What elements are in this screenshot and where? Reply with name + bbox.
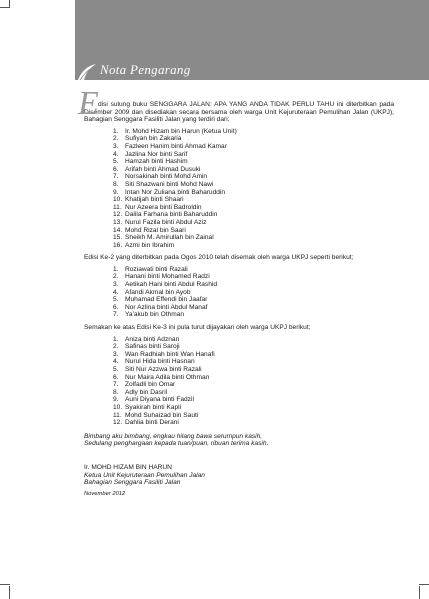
- list-item-name: Dalila Farhana binti Baharuddin: [125, 211, 218, 219]
- verse-line-2: Sedulang penghargaan kepada tuan/puan, ribuan terima kasih.: [84, 440, 269, 448]
- list-item: [84, 219, 394, 227]
- crop-mark-bl-h: [0, 584, 10, 585]
- list-item: [84, 173, 394, 181]
- list-edition-3: [84, 336, 394, 427]
- list-item-number: 10.: [113, 196, 123, 204]
- list-item-name: Adly bin Dasril: [125, 388, 168, 396]
- list-item-number: 2.: [113, 273, 119, 281]
- list-item-number: 5.: [113, 158, 119, 166]
- list-item: [84, 404, 394, 412]
- list-item: [84, 419, 394, 427]
- list-item: [84, 281, 394, 289]
- list-item-number: 6.: [113, 373, 119, 381]
- list-item-number: 1.: [113, 335, 119, 343]
- list-item: [84, 227, 394, 235]
- list-item-number: 7.: [113, 173, 119, 181]
- list-item-number: 12.: [113, 419, 123, 427]
- list-item-number: 6.: [113, 165, 119, 173]
- list-item-name: Hamzah binti Hashim: [125, 158, 188, 166]
- list-item: [84, 381, 394, 389]
- main-content: [78, 85, 394, 498]
- list-item: [84, 273, 394, 281]
- edition-3-paragraph: Semakan ke atas Edisi Ke-3 ini pula turut dijayakan oleh warga UKPJ berikut;: [84, 324, 311, 332]
- edition-2-paragraph: Edisi Ke-2 yang diterbitkan pada Ogos 2010 telah disemak oleh warga UKPJ seperti berikut;: [84, 254, 354, 262]
- list-item-number: 9.: [113, 396, 119, 404]
- list-item: [84, 389, 394, 397]
- list-item-name: Syakirah binti Kapli: [125, 403, 182, 411]
- list-edition-1: [84, 128, 394, 250]
- crop-mark-bl-v: [9, 586, 10, 599]
- list-item-name: Siti Shazwani binti Mohd Nawi: [125, 180, 214, 188]
- list-item-number: 3.: [113, 281, 119, 289]
- list-item-number: 11.: [113, 203, 122, 211]
- list-item: [84, 189, 394, 197]
- list-edition-2: [84, 266, 394, 319]
- list-item: [84, 196, 394, 204]
- list-item: [84, 366, 394, 374]
- list-item-number: 8.: [113, 180, 119, 188]
- list-item: [84, 166, 394, 174]
- list-item-number: 12.: [113, 211, 123, 219]
- list-item: [84, 204, 394, 212]
- crop-mark-br-h: [419, 584, 429, 585]
- list-item-name: Khatijah binti Shaari: [125, 196, 184, 204]
- list-item-name: Azmi bin Ibrahim: [125, 241, 175, 249]
- list-item: [84, 128, 394, 136]
- drop-cap: E: [78, 85, 99, 122]
- list-item-number: 13.: [113, 218, 123, 226]
- list-item-number: 1.: [113, 127, 119, 135]
- list-item-number: 4.: [113, 288, 119, 296]
- list-item-name: Nurul Hida binti Hasnan: [125, 358, 195, 366]
- list-item-name: Dahlia binti Derani: [125, 419, 179, 427]
- list-item-number: 16.: [113, 241, 123, 249]
- list-item-number: 4.: [113, 150, 119, 158]
- list-item-name: Nurul Fazila binti Abdul Aziz: [125, 218, 207, 226]
- list-item-name: Siti Nur Azzwa binti Razali: [125, 366, 202, 373]
- page-title: Nota Pengarang: [100, 62, 191, 77]
- list-item-number: 7.: [113, 311, 119, 319]
- list-item-name: Ir. Mohd Hizam bin Harun (Ketua Unit): [125, 127, 237, 135]
- list-item-name: Auni Diyana binti Fadzil: [125, 396, 194, 404]
- list-item: [84, 135, 394, 143]
- list-item-number: 4.: [113, 358, 119, 366]
- signature-name: Ir. MOHD HIZAM BIN HARUN: [84, 463, 172, 471]
- list-item-name: Nor Azlina binti Abdul Manaf: [125, 303, 208, 311]
- list-item-number: 15.: [113, 234, 123, 242]
- list-item-name: Intan Nor Zuliana binti Baharuddin: [125, 188, 226, 196]
- list-item-name: Zolfadli bin Omar: [125, 381, 176, 389]
- list-item-number: 14.: [113, 226, 123, 234]
- list-item-name: Jazlina Nor binti Sarif: [125, 150, 188, 158]
- list-item-name: Safinas binti Saroji: [125, 343, 180, 351]
- list-item: [84, 304, 394, 312]
- list-item-name: Wan Radhiah binti Wan Hanafi: [125, 350, 215, 358]
- list-item: [84, 234, 394, 242]
- list-item: [84, 296, 394, 304]
- list-item-number: 2.: [113, 135, 119, 143]
- list-item-name: Sheikh M. Amirullah bin Zainal: [125, 234, 214, 242]
- list-item-name: Aniza binti Adznan: [125, 335, 180, 343]
- list-item-number: 5.: [113, 296, 119, 304]
- list-item-number: 7.: [113, 381, 119, 389]
- list-item-name: Mohd Rizal bin Saari: [125, 226, 186, 234]
- list-item: [84, 242, 394, 250]
- list-item-number: 5.: [113, 366, 119, 373]
- list-item: [84, 351, 394, 359]
- list-item-number: 9.: [113, 188, 119, 196]
- list-item: [84, 266, 394, 274]
- list-item-number: 10.: [113, 403, 123, 411]
- list-item-name: Arifah binti Ahmad Dusuki: [125, 165, 201, 173]
- list-item-number: 2.: [113, 343, 119, 351]
- list-item-number: 6.: [113, 303, 119, 311]
- list-item: [84, 412, 394, 420]
- list-item-name: Sufiyan bin Zakaria: [125, 135, 182, 143]
- list-item-name: Mohd Suhaizad bin Sauti: [125, 411, 199, 419]
- list-item-number: 11.: [113, 411, 122, 419]
- list-item-name: Nur Maira Adila binti Othman: [125, 373, 210, 381]
- signature-dept: Bahagian Senggara Fasiliti Jalan: [84, 479, 181, 487]
- list-item: [84, 358, 394, 366]
- list-item-name: Roziawati binti Razali: [125, 265, 188, 273]
- list-item-number: 1.: [113, 265, 119, 273]
- intro-paragraph: disi sulung buku SENGGARA JALAN: APA YANG ANDA TIDAK PERLU TAHU ini diterbitkan pada Disember 2009 dan disediakan secara bersama oleh warga Unit Kejuruteraan Pemulihan Jalan (UKPJ), Bahagian Senggara Fasiliti Jalan yang terdiri dari;: [84, 101, 394, 124]
- list-item: [84, 374, 394, 382]
- list-item-name: Afandi Akmal bin Ayob: [125, 288, 191, 296]
- signature-role: Ketua Unit Kejuruteraan Pemulihan Jalan: [84, 471, 205, 479]
- list-item-number: 8.: [113, 388, 119, 396]
- list-item-name: Norsakinah binti Mohd Amin: [125, 173, 208, 181]
- list-item: [84, 311, 394, 319]
- list-item-name: Muhamad Effendi bin Jaafar: [125, 296, 208, 304]
- list-item: [84, 343, 394, 351]
- list-item-name: Aetikah Hani binti Abdul Rashid: [125, 281, 218, 289]
- list-item-number: 3.: [113, 350, 119, 358]
- crop-mark-br-v: [419, 586, 420, 599]
- verse-line-1: Bimbang aku bimbang, engkau hilang bawa serumpun kasih,: [84, 432, 263, 440]
- list-item: [84, 158, 394, 166]
- list-item: [84, 143, 394, 151]
- list-item-name: Ya'akub bin Othman: [125, 311, 185, 319]
- leaf-ornament-icon: [76, 60, 98, 82]
- list-item-name: Fazleen Hanim binti Ahmad Kamar: [125, 142, 227, 150]
- list-item-name: Hanani binti Mohamed Radzi: [125, 273, 210, 281]
- crop-mark-tl-v: [9, 0, 10, 8]
- list-item-name: Nur Azeera binti Badroldin: [125, 203, 202, 211]
- list-item: [84, 181, 394, 189]
- signature-date: November 2012: [84, 490, 126, 497]
- list-item: [84, 211, 394, 219]
- list-item: [84, 151, 394, 159]
- list-item: [84, 396, 394, 404]
- list-item-number: 3.: [113, 142, 119, 150]
- list-item: [84, 289, 394, 297]
- list-item: [84, 336, 394, 344]
